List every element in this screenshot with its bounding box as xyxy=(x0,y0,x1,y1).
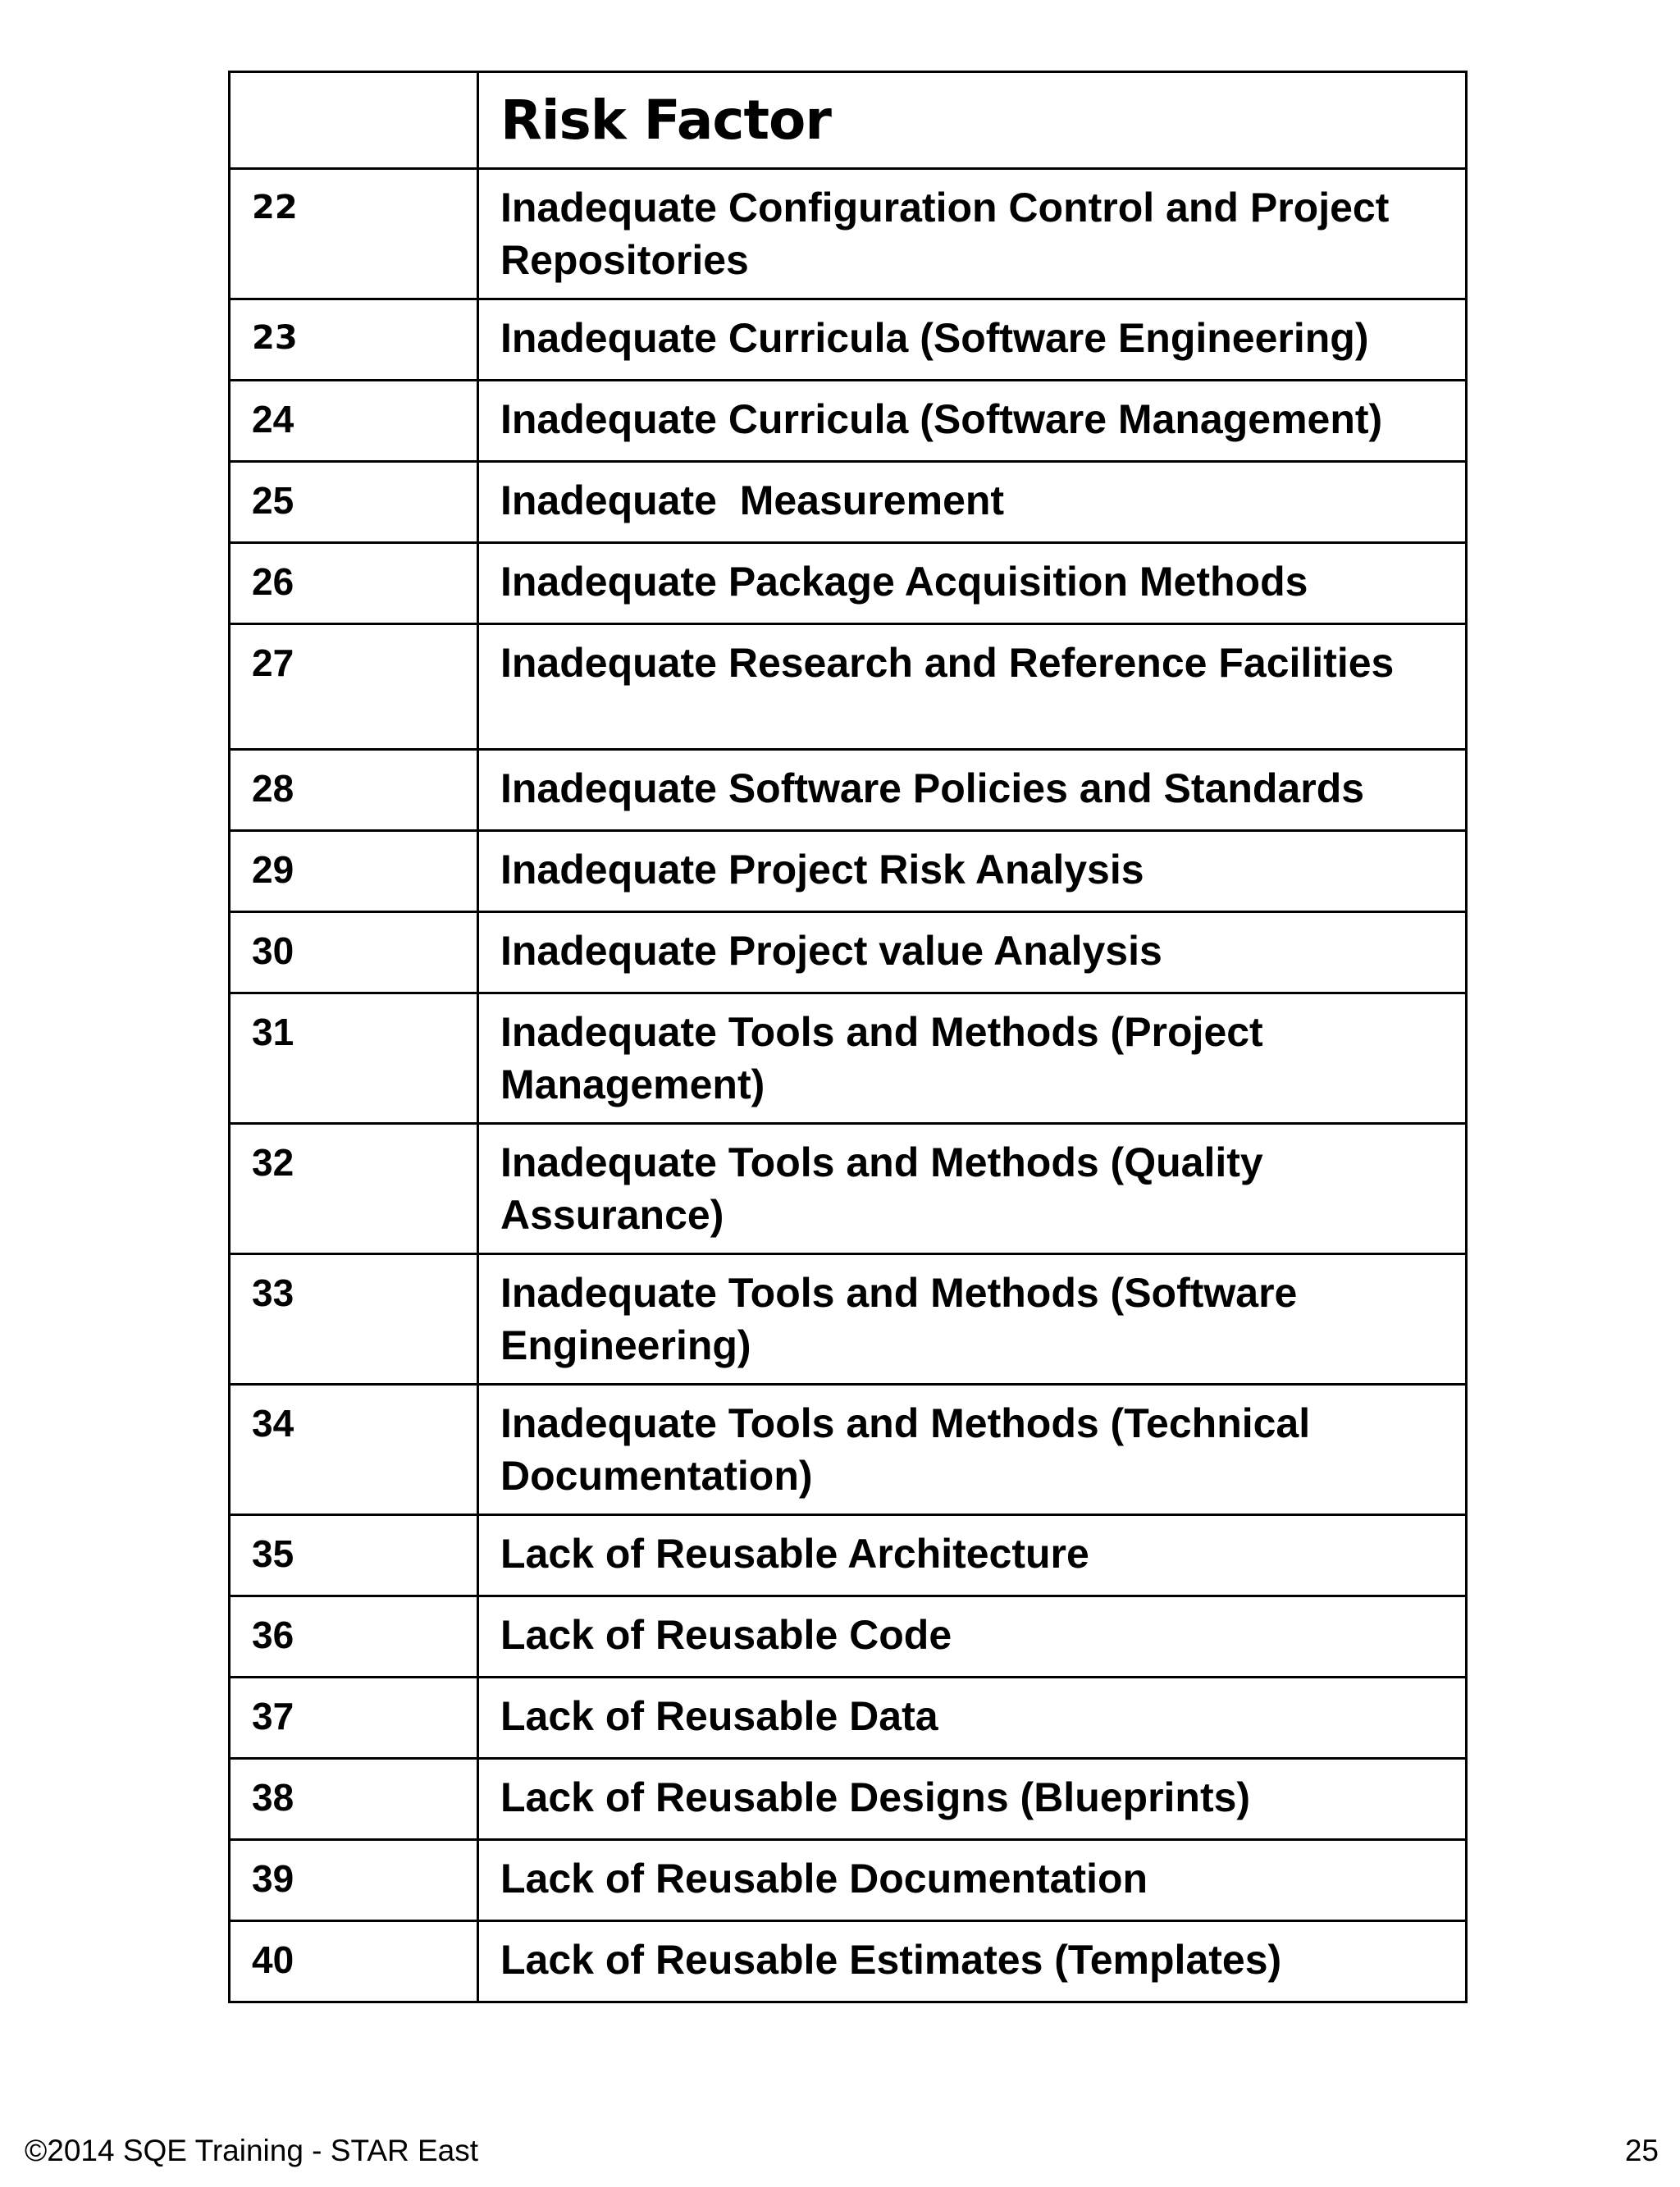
row-risk-factor: Inadequate Project value Analysis xyxy=(478,912,1467,993)
table-row xyxy=(230,1921,1467,2002)
row-risk-factor: Inadequate Configuration Control and Project Repositories xyxy=(478,169,1467,299)
row-risk-factor: Inadequate Project Risk Analysis xyxy=(478,831,1467,912)
row-risk-factor: Inadequate Tools and Methods (Software Engineering) xyxy=(478,1254,1467,1385)
page-number: 25 xyxy=(1624,2134,1659,2167)
table-row xyxy=(230,543,1467,624)
row-risk-factor: Lack of Reusable Architecture xyxy=(478,1515,1467,1596)
table-row xyxy=(230,1759,1467,1840)
row-risk-factor: Inadequate Package Acquisition Methods xyxy=(478,543,1467,624)
footer-copyright: ©2014 SQE Training - STAR East xyxy=(25,2134,479,2167)
row-risk-factor: Inadequate Software Policies and Standards xyxy=(478,750,1467,831)
table-row xyxy=(230,1385,1467,1515)
table-row xyxy=(230,381,1467,462)
table-row xyxy=(230,1254,1467,1385)
row-risk-factor: Inadequate Tools and Methods (Quality Assurance) xyxy=(478,1124,1467,1254)
table-row xyxy=(230,169,1467,299)
table-row xyxy=(230,1678,1467,1759)
table-row xyxy=(230,1124,1467,1254)
table-row xyxy=(230,1515,1467,1596)
row-number: 36 xyxy=(230,1596,478,1678)
row-number: 30 xyxy=(230,912,478,993)
table-row xyxy=(230,750,1467,831)
row-risk-factor: Inadequate Research and Reference Facilities xyxy=(478,624,1467,750)
row-number: 23 xyxy=(230,299,478,381)
row-number: 31 xyxy=(230,993,478,1124)
row-number: 26 xyxy=(230,543,478,624)
table-row xyxy=(230,831,1467,912)
header-number-cell xyxy=(230,72,478,169)
table-row xyxy=(230,912,1467,993)
table-row xyxy=(230,299,1467,381)
row-risk-factor: Lack of Reusable Estimates (Templates) xyxy=(478,1921,1467,2002)
row-risk-factor: Inadequate Curricula (Software Engineering) xyxy=(478,299,1467,381)
row-risk-factor: Inadequate Measurement xyxy=(478,462,1467,543)
row-number: 29 xyxy=(230,831,478,912)
table-row xyxy=(230,1596,1467,1678)
row-number: 28 xyxy=(230,750,478,831)
row-risk-factor: Inadequate Curricula (Software Management) xyxy=(478,381,1467,462)
row-number: 25 xyxy=(230,462,478,543)
row-number: 22 xyxy=(230,169,478,299)
row-number: 24 xyxy=(230,381,478,462)
row-number: 37 xyxy=(230,1678,478,1759)
row-risk-factor: Lack of Reusable Documentation xyxy=(478,1840,1467,1921)
row-number: 34 xyxy=(230,1385,478,1515)
row-number: 38 xyxy=(230,1759,478,1840)
row-risk-factor: Inadequate Tools and Methods (Technical Documentation) xyxy=(478,1385,1467,1515)
row-number: 35 xyxy=(230,1515,478,1596)
table-row xyxy=(230,993,1467,1124)
row-risk-factor: Lack of Reusable Designs (Blueprints) xyxy=(478,1759,1467,1840)
row-risk-factor: Lack of Reusable Code xyxy=(478,1596,1467,1678)
row-number: 32 xyxy=(230,1124,478,1254)
table-header-row xyxy=(230,72,1467,169)
risk-factor-table xyxy=(228,71,1468,2003)
header-risk-factor: Risk Factor xyxy=(478,72,1467,169)
row-risk-factor: Lack of Reusable Data xyxy=(478,1678,1467,1759)
table-row xyxy=(230,624,1467,750)
row-number: 33 xyxy=(230,1254,478,1385)
row-number: 39 xyxy=(230,1840,478,1921)
row-number: 27 xyxy=(230,624,478,750)
row-risk-factor: Inadequate Tools and Methods (Project Management) xyxy=(478,993,1467,1124)
table-row xyxy=(230,462,1467,543)
table-row xyxy=(230,1840,1467,1921)
row-number: 40 xyxy=(230,1921,478,2002)
